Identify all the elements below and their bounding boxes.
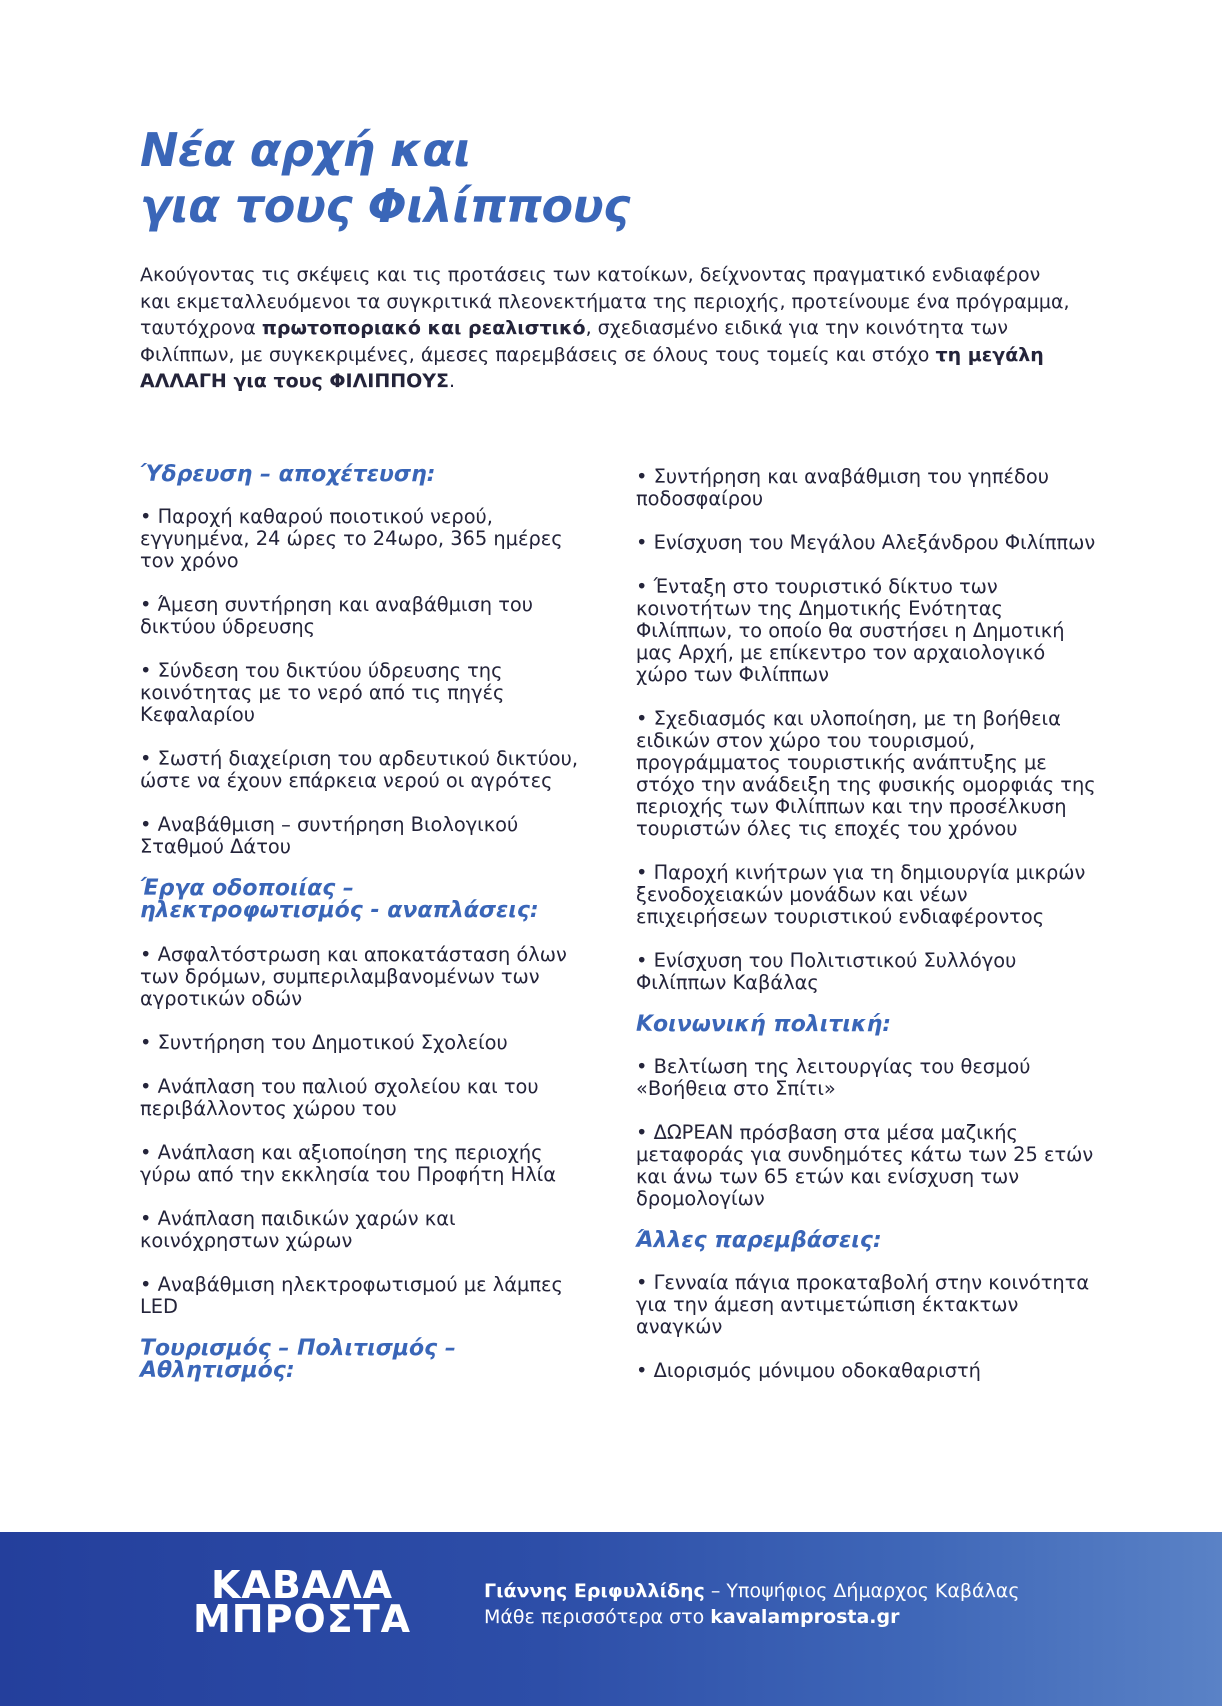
list-item: • Αναβάθμιση ηλεκτροφωτισμού με λάμπες LED [140,1273,563,1318]
candidate-line [484,1578,1020,1604]
intro-text-2: , σχεδιασμένο ειδικά για την κοινότητα των Φιλίππων, με συγκεκριμένες, άμεσες παρεμβάσεις σε όλους τους τομείς και στόχο [140,317,1009,366]
heading-social: Κοινωνική πολιτική: [636,1012,892,1037]
list-item: • Αναβάθμιση – συντήρηση Βιολογικού Σταθμού Δάτου [140,813,519,858]
intro-bold-2: τη μεγάλη ΑΛΛΑΓΗ για τους ΦΙΛΙΠΠΟΥΣ [140,343,1044,392]
list-item: • Παροχή καθαρού ποιοτικού νερού, εγγυημένα, 24 ώρες το 24ωρο, 365 ημέρες τον χρόνο [140,505,563,572]
list-item: • Διορισμός μόνιμου οδοκαθαριστή [636,1359,981,1382]
website-link[interactable]: kavalamprosta.gr [710,1606,900,1628]
heading-roads: Έργα οδοποιίας – ηλεκτροφωτισμός - αναπλάσεις: [140,876,539,923]
candidate-name: Γιάννης Εριφυλλίδης [484,1580,705,1602]
intro-bold-1: πρωτοποριακό και ρεαλιστικό [261,317,586,339]
list-item: • Ενίσχυση του Μεγάλου Αλεξάνδρου Φιλίππων [636,531,1096,554]
website-prompt: Μάθε περισσότερα στο [484,1606,711,1628]
list-item: • Ανάπλαση του παλιού σχολείου και του περιβάλλοντος χώρου του [140,1075,539,1120]
page-title [140,122,630,234]
list-item: • Σύνδεση του δικτύου ύδρευσης της κοινότητας με το νερό από τις πηγές Κεφαλαρίου [140,659,505,726]
list-item: • Ανάπλαση παιδικών χαρών και κοινόχρηστων χώρων [140,1207,456,1252]
list-item: • Άμεση συντήρηση και αναβάθμιση του δικτύου ύδρευσης [140,593,533,638]
logo-line-1: ΚΑΒΑΛΑ [210,1563,394,1607]
list-item: • Ενίσχυση του Πολιτιστικού Συλλόγου Φιλίππων Καβάλας [636,949,1017,994]
list-item: • ΔΩΡΕΑΝ πρόσβαση στα μέσα μαζικής μεταφοράς για συνδημότες κάτω των 25 ετών και άνω των 65 ετών και ενίσχυση των δρομολογίων [636,1121,1094,1210]
right-column [636,466,1096,1382]
website-line [484,1604,1020,1630]
kavala-mprosta-logo [192,1563,412,1641]
list-item: • Ασφαλτόστρωση και αποκατάσταση όλων των δρόμων, συμπεριλαμβανομένων των αγροτικών οδών [140,943,567,1010]
intro-text-3: . [449,370,456,392]
list-item: • Γενναία πάγια προκαταβολή στην κοινότητα για την άμεση αντιμετώπιση έκτακτων αναγκών [636,1271,1090,1338]
heading-other: Άλλες παρεμβάσεις: [636,1228,882,1253]
title-line-1: Νέα αρχή και [140,123,471,177]
list-item: • Συντήρηση και αναβάθμιση του γηπέδου ποδοσφαίρου [636,465,1049,510]
list-item: • Ένταξη στο τουριστικό δίκτυο των κοινοτήτων της Δημοτικής Ενότητας Φιλίππων, το οποίο θα συστήσει η Δημοτική μας Αρχή, με επίκεντρο τον αρχαιολογικό χώρο των Φιλίππων [636,575,1065,686]
list-item: • Παροχή κινήτρων για τη δημιουργία μικρών ξενοδοχειακών μονάδων και νέων επιχειρήσεων τουριστικού ενδιαφέροντος [636,861,1086,928]
heading-water: Ύδρευση – αποχέτευση: [140,462,436,487]
footer-banner [0,1532,1222,1706]
list-item: • Σχεδιασμός και υλοποίηση, με τη βοήθεια ειδικών στον χώρο του τουρισμού, προγράμματος τουριστικής ανάπτυξης με στόχο την ανάδειξη της φυσικής ομορφιάς της περιοχής των Φιλίππων και την προσέλκυση τουριστών όλες τις εποχές του χρόνου [636,707,1096,840]
footer-text [484,1578,1020,1630]
intro-paragraph [140,262,1070,395]
list-item: • Βελτίωση της λειτουργίας του θεσμού «Βοήθεια στο Σπίτι» [636,1055,1031,1100]
left-column [140,464,590,1382]
title-line-2: για τους Φιλίππους [140,179,630,233]
candidate-role: – Υποψήφιος Δήμαρχος Καβάλας [704,1580,1020,1602]
intro-text-1: Ακούγοντας τις σκέψεις και τις προτάσεις των κατοίκων, δείχνοντας πραγματικό ενδιαφέρον και εκμεταλλευόμενοι τα συγκριτικά πλεονεκτήματα της περιοχής, προτείνουμε ένα πρόγραμμα, ταυτόχρονα [140,264,1070,339]
logo-line-2: ΜΠΡΟΣΤΑ [192,1597,412,1641]
list-item: • Ανάπλαση και αξιοποίηση της περιοχής γύρω από την εκκλησία του Προφήτη Ηλία [140,1141,557,1186]
list-item: • Συντήρηση του Δημοτικού Σχολείου [140,1031,508,1054]
heading-tourism: Τουρισμός – Πολιτισμός – Αθλητισμός: [140,1336,456,1383]
list-item: • Σωστή διαχείριση του αρδευτικού δικτύου, ώστε να έχουν επάρκεια νερού οι αγρότες [140,747,579,792]
